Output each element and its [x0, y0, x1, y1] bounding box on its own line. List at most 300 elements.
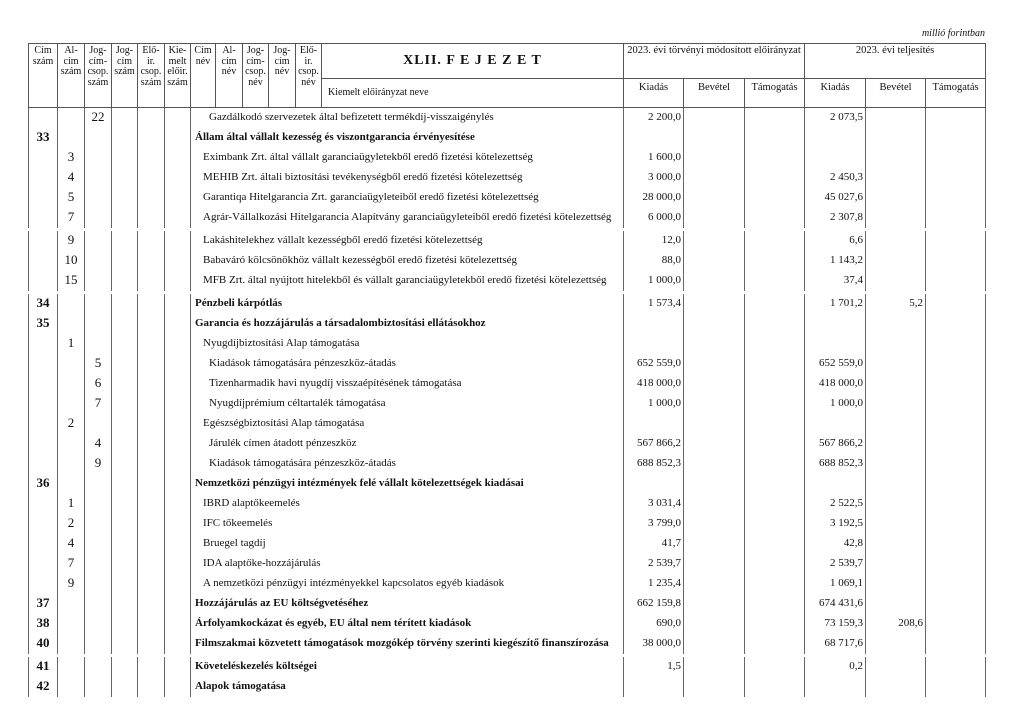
- eloir-csop-number: [138, 188, 165, 208]
- jogcim-number: [112, 414, 138, 434]
- actual-subsidy: [926, 168, 986, 188]
- jogcimcsop-number: [85, 554, 112, 574]
- table-row: [29, 314, 986, 334]
- eloir-csop-number: [138, 334, 165, 354]
- jogcim-number: [112, 514, 138, 534]
- header-col-7: Al-cím név: [216, 44, 243, 108]
- jogcim-number: [112, 188, 138, 208]
- appropriation-name: A nemzetközi pénzügyi intézményekkel kapcsolatos egyéb kiadások: [191, 574, 624, 594]
- alcim-number: [58, 314, 85, 334]
- eloir-csop-number: [138, 514, 165, 534]
- cim-number: [29, 454, 58, 474]
- kiemelt-eloir-number: [165, 454, 191, 474]
- plan-subsidy: [745, 554, 805, 574]
- cim-number: [29, 374, 58, 394]
- alcim-number: [58, 108, 85, 129]
- kiemelt-eloir-number: [165, 657, 191, 677]
- jogcimcsop-number: 7: [85, 394, 112, 414]
- plan-subsidy: [745, 614, 805, 634]
- header-col-6: Cím név: [191, 44, 216, 108]
- table-row: [29, 168, 986, 188]
- kiemelt-eloir-number: [165, 434, 191, 454]
- actual-subsidy: [926, 434, 986, 454]
- plan-revenue: [684, 677, 745, 697]
- group-header-performance: 2023. évi teljesítés: [805, 44, 986, 79]
- plan-expenditure: [624, 414, 684, 434]
- actual-expenditure: 3 192,5: [805, 514, 866, 534]
- eloir-csop-number: [138, 434, 165, 454]
- alcim-number: [58, 434, 85, 454]
- plan-revenue: [684, 108, 745, 129]
- jogcim-number: [112, 251, 138, 271]
- actual-expenditure: 688 852,3: [805, 454, 866, 474]
- plan-expenditure: [624, 474, 684, 494]
- actual-expenditure: 68 717,6: [805, 634, 866, 654]
- eloir-csop-number: [138, 614, 165, 634]
- plan-revenue: [684, 394, 745, 414]
- actual-subsidy: [926, 394, 986, 414]
- actual-revenue: [866, 314, 926, 334]
- appropriation-name: Kiadások támogatására pénzeszköz-átadás: [191, 354, 624, 374]
- plan-subsidy: [745, 514, 805, 534]
- budget-table: [28, 43, 986, 697]
- plan-subsidy: [745, 494, 805, 514]
- actual-expenditure: 1 143,2: [805, 251, 866, 271]
- eloir-csop-number: [138, 594, 165, 614]
- table-row: [29, 251, 986, 271]
- kiemelt-eloir-number: [165, 677, 191, 697]
- eloir-csop-number: [138, 208, 165, 228]
- alcim-number: 1: [58, 494, 85, 514]
- plan-revenue: [684, 414, 745, 434]
- actual-expenditure: 2 522,5: [805, 494, 866, 514]
- cim-number: [29, 434, 58, 454]
- kiemelt-eloir-number: [165, 168, 191, 188]
- alcim-number: 2: [58, 414, 85, 434]
- actual-revenue: [866, 168, 926, 188]
- kiemelt-eloir-number: [165, 108, 191, 129]
- plan-revenue: [684, 148, 745, 168]
- actual-subsidy: [926, 594, 986, 614]
- jogcimcsop-number: [85, 251, 112, 271]
- jogcimcsop-number: [85, 128, 112, 148]
- alcim-number: 7: [58, 208, 85, 228]
- kiemelt-eloir-number: [165, 514, 191, 534]
- plan-expenditure: [624, 677, 684, 697]
- eloir-csop-number: [138, 634, 165, 654]
- cim-number: [29, 414, 58, 434]
- alcim-number: 15: [58, 271, 85, 291]
- appropriation-name: Nyugdíjprémium céltartalék támogatása: [191, 394, 624, 414]
- subheader-bevétel-plan: Bevétel: [684, 79, 745, 108]
- plan-expenditure: 1,5: [624, 657, 684, 677]
- header-col-2: Jog-cím-csop. szám: [85, 44, 112, 108]
- jogcimcsop-number: [85, 168, 112, 188]
- eloir-csop-number: [138, 394, 165, 414]
- jogcimcsop-number: [85, 231, 112, 251]
- kiemelt-eloir-number: [165, 251, 191, 271]
- plan-revenue: [684, 614, 745, 634]
- appropriation-name: Nyugdíjbiztosítási Alap támogatása: [191, 334, 624, 354]
- appropriation-name: Babaváró kölcsönökhöz vállalt kezességből eredő fizetési kötelezettség: [191, 251, 624, 271]
- jogcim-number: [112, 231, 138, 251]
- actual-expenditure: 73 159,3: [805, 614, 866, 634]
- eloir-csop-number: [138, 108, 165, 129]
- plan-expenditure: 41,7: [624, 534, 684, 554]
- jogcim-number: [112, 677, 138, 697]
- eloir-csop-number: [138, 271, 165, 291]
- cim-number: [29, 574, 58, 594]
- actual-revenue: [866, 108, 926, 129]
- table-row: [29, 188, 986, 208]
- plan-revenue: [684, 434, 745, 454]
- kiemelt-eloir-number: [165, 634, 191, 654]
- eloir-csop-number: [138, 294, 165, 314]
- actual-expenditure: [805, 334, 866, 354]
- actual-revenue: [866, 634, 926, 654]
- actual-revenue: [866, 414, 926, 434]
- jogcim-number: [112, 494, 138, 514]
- appropriation-name: Garancia és hozzájárulás a társadalombiztosítási ellátásokhoz: [191, 314, 624, 334]
- kiemelt-eloir-number: [165, 494, 191, 514]
- chapter-title: XLII. F E J E Z E T: [322, 44, 624, 79]
- cim-number: 41: [29, 657, 58, 677]
- plan-revenue: [684, 474, 745, 494]
- jogcim-number: [112, 208, 138, 228]
- appropriation-name: Lakáshitelekhez vállalt kezességből eredő fizetési kötelezettség: [191, 231, 624, 251]
- kiemelt-eloir-number: [165, 474, 191, 494]
- plan-subsidy: [745, 314, 805, 334]
- actual-subsidy: [926, 634, 986, 654]
- table-row: [29, 108, 986, 129]
- cim-number: 42: [29, 677, 58, 697]
- actual-expenditure: 37,4: [805, 271, 866, 291]
- cim-number: 35: [29, 314, 58, 334]
- alcim-number: 7: [58, 554, 85, 574]
- actual-expenditure: [805, 474, 866, 494]
- jogcimcsop-number: [85, 534, 112, 554]
- actual-expenditure: 1 000,0: [805, 394, 866, 414]
- alcim-number: 9: [58, 231, 85, 251]
- appropriation-name: Garantiqa Hitelgarancia Zrt. garanciaügyleteiből eredő fizetési kötelezettség: [191, 188, 624, 208]
- actual-subsidy: [926, 374, 986, 394]
- table-row: [29, 271, 986, 291]
- appropriation-name: Nemzetközi pénzügyi intézmények felé vállalt kötelezettségek kiadásai: [191, 474, 624, 494]
- kiemelt-eloir-number: [165, 128, 191, 148]
- table-row: [29, 494, 986, 514]
- table-row: [29, 657, 986, 677]
- table-row: [29, 294, 986, 314]
- appropriation-name: Filmszakmai közvetett támogatások mozgókép törvény szerinti kiegészítő finanszírozása: [191, 634, 624, 654]
- jogcim-number: [112, 474, 138, 494]
- table-row: [29, 454, 986, 474]
- table-row: [29, 354, 986, 374]
- kiemelt-eloir-number: [165, 208, 191, 228]
- table-row: [29, 334, 986, 354]
- eloir-csop-number: [138, 494, 165, 514]
- kiemelt-eloir-number: [165, 574, 191, 594]
- actual-revenue: [866, 188, 926, 208]
- actual-revenue: [866, 334, 926, 354]
- table-row: [29, 394, 986, 414]
- plan-subsidy: [745, 188, 805, 208]
- jogcim-number: [112, 454, 138, 474]
- plan-revenue: [684, 208, 745, 228]
- plan-revenue: [684, 534, 745, 554]
- plan-subsidy: [745, 231, 805, 251]
- subheader-támogatás-actual: Támogatás: [926, 79, 986, 108]
- group-header-appropriation: 2023. évi törvényi módosított előirányzat: [624, 44, 805, 79]
- actual-expenditure: 45 027,6: [805, 188, 866, 208]
- jogcim-number: [112, 594, 138, 614]
- actual-subsidy: [926, 208, 986, 228]
- plan-revenue: [684, 514, 745, 534]
- actual-subsidy: [926, 251, 986, 271]
- plan-expenditure: 662 159,8: [624, 594, 684, 614]
- plan-expenditure: 12,0: [624, 231, 684, 251]
- alcim-number: 5: [58, 188, 85, 208]
- actual-revenue: [866, 454, 926, 474]
- jogcimcsop-number: [85, 271, 112, 291]
- cim-number: [29, 188, 58, 208]
- jogcim-number: [112, 128, 138, 148]
- jogcimcsop-number: [85, 294, 112, 314]
- table-row: [29, 414, 986, 434]
- actual-revenue: [866, 594, 926, 614]
- table-row: [29, 231, 986, 251]
- jogcim-number: [112, 434, 138, 454]
- plan-revenue: [684, 634, 745, 654]
- actual-revenue: [866, 148, 926, 168]
- table-row: [29, 374, 986, 394]
- table-row: [29, 594, 986, 614]
- eloir-csop-number: [138, 148, 165, 168]
- table-row: [29, 128, 986, 148]
- eloir-csop-number: [138, 454, 165, 474]
- cim-number: [29, 208, 58, 228]
- actual-expenditure: [805, 128, 866, 148]
- kiemelt-eloir-number: [165, 534, 191, 554]
- jogcim-number: [112, 534, 138, 554]
- appropriation-name: Járulék címen átadott pénzeszköz: [191, 434, 624, 454]
- kiemelt-eloir-number: [165, 188, 191, 208]
- kiemelt-eloir-number: [165, 334, 191, 354]
- plan-subsidy: [745, 294, 805, 314]
- cim-number: 40: [29, 634, 58, 654]
- alcim-number: 10: [58, 251, 85, 271]
- kiemelt-eloir-number: [165, 148, 191, 168]
- actual-expenditure: 2 539,7: [805, 554, 866, 574]
- table-row: [29, 634, 986, 654]
- table-row: [29, 514, 986, 534]
- actual-revenue: [866, 657, 926, 677]
- eloir-csop-number: [138, 534, 165, 554]
- plan-subsidy: [745, 394, 805, 414]
- actual-revenue: [866, 271, 926, 291]
- header-col-9: Jog-cím név: [269, 44, 296, 108]
- actual-revenue: [866, 514, 926, 534]
- alcim-number: [58, 128, 85, 148]
- plan-subsidy: [745, 271, 805, 291]
- subheader-támogatás-plan: Támogatás: [745, 79, 805, 108]
- jogcim-number: [112, 168, 138, 188]
- actual-expenditure: [805, 314, 866, 334]
- plan-revenue: [684, 168, 745, 188]
- plan-expenditure: 1 000,0: [624, 271, 684, 291]
- appropriation-name: Állam által vállalt kezesség és viszontgarancia érvényesítése: [191, 128, 624, 148]
- actual-subsidy: [926, 554, 986, 574]
- actual-expenditure: 2 307,8: [805, 208, 866, 228]
- jogcimcsop-number: [85, 514, 112, 534]
- plan-expenditure: 2 539,7: [624, 554, 684, 574]
- subheader-bevétel-actual: Bevétel: [866, 79, 926, 108]
- plan-expenditure: 3 000,0: [624, 168, 684, 188]
- alcim-number: [58, 677, 85, 697]
- eloir-csop-number: [138, 251, 165, 271]
- jogcimcsop-number: [85, 614, 112, 634]
- jogcimcsop-number: [85, 414, 112, 434]
- table-row: [29, 434, 986, 454]
- plan-expenditure: 3 799,0: [624, 514, 684, 534]
- plan-expenditure: 690,0: [624, 614, 684, 634]
- plan-subsidy: [745, 574, 805, 594]
- cim-number: [29, 168, 58, 188]
- kiemelt-eloir-number: [165, 394, 191, 414]
- actual-revenue: [866, 208, 926, 228]
- appropriation-name: Egészségbiztosítási Alap támogatása: [191, 414, 624, 434]
- eloir-csop-number: [138, 354, 165, 374]
- jogcim-number: [112, 574, 138, 594]
- alcim-number: [58, 474, 85, 494]
- plan-subsidy: [745, 374, 805, 394]
- jogcimcsop-number: [85, 634, 112, 654]
- kiemelt-eloir-number: [165, 554, 191, 574]
- name-column-header: Kiemelt előirányzat neve: [322, 79, 624, 108]
- cim-number: 34: [29, 294, 58, 314]
- kiemelt-eloir-number: [165, 414, 191, 434]
- cim-number: [29, 334, 58, 354]
- plan-expenditure: 2 200,0: [624, 108, 684, 129]
- alcim-number: [58, 454, 85, 474]
- jogcimcsop-number: 6: [85, 374, 112, 394]
- plan-expenditure: 1 573,4: [624, 294, 684, 314]
- plan-revenue: [684, 374, 745, 394]
- alcim-number: [58, 634, 85, 654]
- jogcim-number: [112, 657, 138, 677]
- plan-revenue: [684, 334, 745, 354]
- jogcimcsop-number: 4: [85, 434, 112, 454]
- plan-expenditure: 1 600,0: [624, 148, 684, 168]
- header-col-8: Jog-cím-csop. név: [243, 44, 269, 108]
- subheader-kiadás-actual: Kiadás: [805, 79, 866, 108]
- cim-number: 36: [29, 474, 58, 494]
- appropriation-name: Agrár-Vállalkozási Hitelgarancia Alapítvány garanciaügyleteiből eredő fizetési kötelezettség: [191, 208, 624, 228]
- plan-subsidy: [745, 168, 805, 188]
- jogcimcsop-number: [85, 677, 112, 697]
- cim-number: 38: [29, 614, 58, 634]
- actual-subsidy: [926, 534, 986, 554]
- actual-expenditure: 6,6: [805, 231, 866, 251]
- actual-revenue: [866, 251, 926, 271]
- jogcim-number: [112, 294, 138, 314]
- appropriation-name: Pénzbeli kárpótlás: [191, 294, 624, 314]
- actual-expenditure: 418 000,0: [805, 374, 866, 394]
- plan-subsidy: [745, 251, 805, 271]
- actual-subsidy: [926, 334, 986, 354]
- appropriation-name: MEHIB Zrt. általi biztosítási tevékenységből eredő fizetési kötelezettség: [191, 168, 624, 188]
- plan-subsidy: [745, 657, 805, 677]
- actual-expenditure: [805, 677, 866, 697]
- actual-subsidy: [926, 494, 986, 514]
- alcim-number: [58, 354, 85, 374]
- cim-number: [29, 354, 58, 374]
- appropriation-name: Tizenharmadik havi nyugdíj visszaépítésének támogatása: [191, 374, 624, 394]
- jogcimcsop-number: 9: [85, 454, 112, 474]
- plan-revenue: [684, 128, 745, 148]
- jogcim-number: [112, 354, 138, 374]
- kiemelt-eloir-number: [165, 354, 191, 374]
- plan-revenue: [684, 294, 745, 314]
- alcim-number: [58, 657, 85, 677]
- plan-expenditure: [624, 334, 684, 354]
- eloir-csop-number: [138, 374, 165, 394]
- header-col-1: Al-cím szám: [58, 44, 85, 108]
- actual-expenditure: 567 866,2: [805, 434, 866, 454]
- jogcim-number: [112, 634, 138, 654]
- appropriation-name: Bruegel tagdíj: [191, 534, 624, 554]
- header-col-5: Kie-melt előir. szám: [165, 44, 191, 108]
- actual-expenditure: 42,8: [805, 534, 866, 554]
- actual-subsidy: [926, 514, 986, 534]
- actual-subsidy: [926, 148, 986, 168]
- actual-subsidy: [926, 474, 986, 494]
- alcim-number: [58, 394, 85, 414]
- header-col-4: Elő-ir. csop. szám: [138, 44, 165, 108]
- jogcimcsop-number: [85, 334, 112, 354]
- alcim-number: 4: [58, 534, 85, 554]
- actual-expenditure: 652 559,0: [805, 354, 866, 374]
- plan-expenditure: 652 559,0: [624, 354, 684, 374]
- actual-expenditure: 0,2: [805, 657, 866, 677]
- actual-subsidy: [926, 354, 986, 374]
- table-body: [29, 108, 986, 698]
- actual-revenue: [866, 494, 926, 514]
- eloir-csop-number: [138, 554, 165, 574]
- actual-subsidy: [926, 314, 986, 334]
- jogcimcsop-number: [85, 314, 112, 334]
- plan-subsidy: [745, 128, 805, 148]
- plan-subsidy: [745, 594, 805, 614]
- table-row: [29, 474, 986, 494]
- table-row: [29, 148, 986, 168]
- cim-number: [29, 271, 58, 291]
- actual-subsidy: [926, 454, 986, 474]
- actual-subsidy: [926, 614, 986, 634]
- plan-subsidy: [745, 474, 805, 494]
- appropriation-name: IDA alaptőke-hozzájárulás: [191, 554, 624, 574]
- actual-revenue: [866, 394, 926, 414]
- jogcim-number: [112, 314, 138, 334]
- eloir-csop-number: [138, 574, 165, 594]
- plan-subsidy: [745, 148, 805, 168]
- appropriation-name: IFC tőkeemelés: [191, 514, 624, 534]
- actual-subsidy: [926, 677, 986, 697]
- plan-subsidy: [745, 534, 805, 554]
- appropriation-name: Alapok támogatása: [191, 677, 624, 697]
- alcim-number: 9: [58, 574, 85, 594]
- jogcimcsop-number: [85, 594, 112, 614]
- actual-expenditure: 2 450,3: [805, 168, 866, 188]
